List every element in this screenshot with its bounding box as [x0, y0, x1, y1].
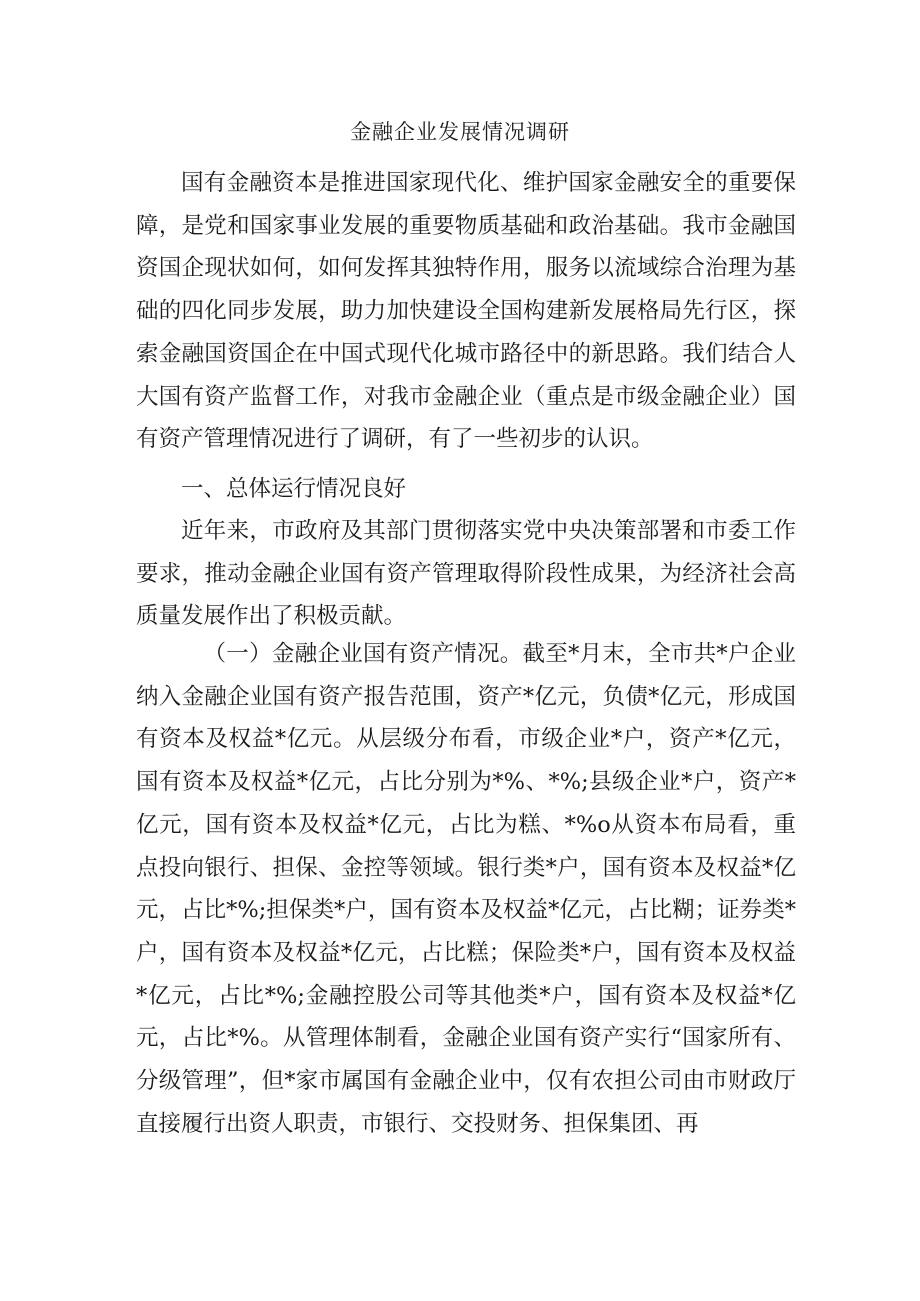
section-heading: 一、总体运行情况良好 [181, 476, 407, 502]
subsection-text: （一）金融企业国有资产情况。截至*月末，全市共*户企业纳入金融企业国有资产报告范围，资产*亿元，负债*亿元，形成国有资本及权益*亿元。从层级分布看，市级企业*户，资产*亿元，国有资本及权益*亿元，占比分别为*%、*%;县级企业*户，资产*亿元，国有资本及权益*亿元，占比为糕、*%o从资本布局看，重点投向银行、担保、金控等领域。银行类*户，国有资本及权益*亿元，占比*%;担保类*户，国有资本及权益*亿元，占比糊；证券类*户，国有资本及权益*亿元，占比糕；保险类*户，国有资本及权益*亿元，占比*%;金融控股公司等其他类*户，国有资本及权益*亿元，占比*%。从管理体制看，金融企业国有资产实行“国家所有、分级管理”，但*家市属国有金融企业中，仅有农担公司由市财政厅直接履行出资人职责，市银行、交投财务、担保集团、再 [136, 641, 796, 1137]
intro-paragraph: 国有金融资本是推进国家现代化、维护国家金融安全的重要保障，是党和国家事业发展的重要物质基础和政治基础。我市金融国资国企现状如何，如何发挥其独特作用，服务以流域综合治理为基础的四化同步发展，助力加快建设全国构建新发展格局先行区，探索金融国资国企在中国式现代化城市路径中的新思路。我们结合人大国有资产监督工作，对我市金融企业（重点是市级金融企业）国有资产管理情况进行了调研，有了一些初步的认识。 [136, 170, 796, 453]
body-paragraph: 近年来，市政府及其部门贯彻落实党中央决策部署和市委工作要求，推动金融企业国有资产管理取得阶段性成果，为经济社会高质量发展作出了积极贡献。 [136, 518, 796, 630]
subsection-paragraph [136, 633, 796, 1145]
document-title: 金融企业发展情况调研 [350, 120, 570, 144]
